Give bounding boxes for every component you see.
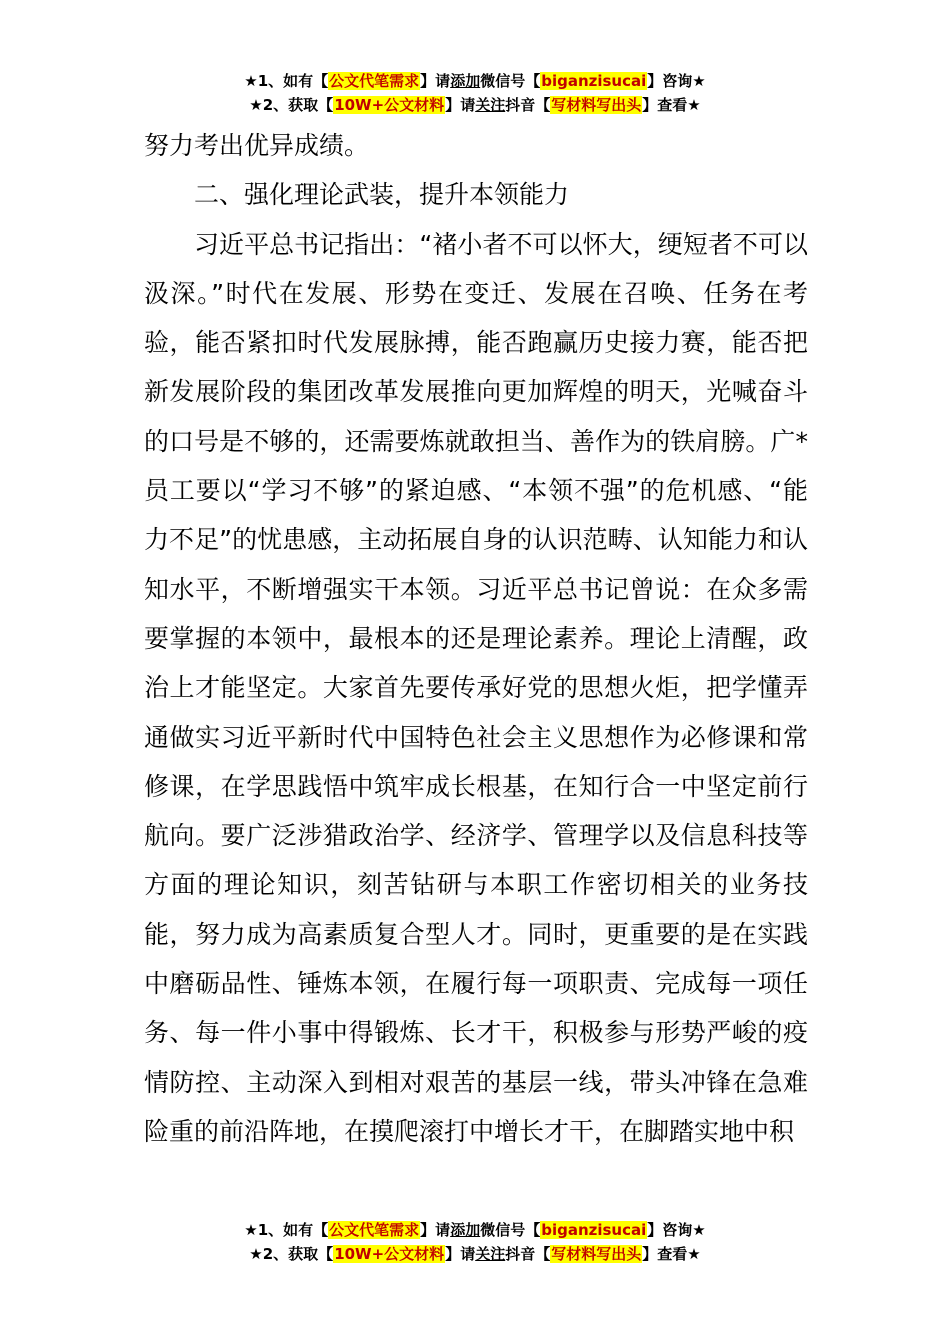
banner-text: 】咨询★	[647, 72, 706, 90]
banner-text: 】咨询★	[647, 1221, 706, 1239]
highlight-text: 公文代笔需求	[329, 72, 420, 90]
banner-line-1	[0, 1218, 950, 1242]
highlight-text: biganzisucai	[541, 72, 647, 90]
footer-banner	[0, 1218, 950, 1266]
underlined-text: 关注	[475, 1245, 506, 1263]
banner-text: ★2、获取【	[249, 1245, 334, 1263]
highlight-text: 写材料写出头	[551, 96, 642, 114]
underlined-text: 添加	[450, 72, 481, 90]
banner-text: 】请	[420, 72, 451, 90]
banner-line-2	[0, 93, 950, 117]
banner-text: 】查看★	[642, 1245, 701, 1263]
highlight-text: 公文代笔需求	[329, 1221, 420, 1239]
banner-text: ★1、如有【	[244, 72, 329, 90]
banner-text: 微信号【	[480, 72, 541, 90]
banner-text: 抖音【	[505, 1245, 551, 1263]
banner-text: ★2、获取【	[249, 96, 334, 114]
continuation-text: 努力考出优异成绩。	[144, 131, 370, 160]
underlined-text: 添加	[450, 1221, 481, 1239]
section-heading: 二、强化理论武装，提升本领能力	[194, 180, 570, 210]
underlined-text: 关注	[475, 96, 506, 114]
banner-text: 微信号【	[480, 1221, 541, 1239]
banner-text: 】请	[445, 96, 476, 114]
document-body	[144, 121, 808, 1156]
highlight-text: 10W+公文材料	[334, 1245, 445, 1263]
highlight-text: biganzisucai	[541, 1221, 647, 1239]
banner-text: ★1、如有【	[244, 1221, 329, 1239]
banner-line-2	[0, 1242, 950, 1266]
highlight-text: 写材料写出头	[551, 1245, 642, 1263]
banner-line-1	[0, 69, 950, 93]
highlight-text: 10W+公文材料	[334, 96, 445, 114]
banner-text: 】请	[445, 1245, 476, 1263]
banner-text: 】查看★	[642, 96, 701, 114]
banner-text: 抖音【	[505, 96, 551, 114]
header-banner	[0, 69, 950, 117]
banner-text: 】请	[420, 1221, 451, 1239]
body-paragraph: 习近平总书记指出：“褚小者不可以怀大，绠短者不可以汲深。”时代在发展、形势在变迁、发展在召唤、任务在考验，能否紧扣时代发展脉搏，能否跑赢历史接力赛，能否把新发展阶段的集团改革发展推向更加辉煌的明天，光喊奋斗的口号是不够的，还需要炼就敢担当、善作为的铁肩膀。广*员工要以“学习不够”的紧迫感、“本领不强”的危机感、“能力不足”的忧患感，主动拓展自身的认识范畴、认知能力和认知水平，不断增强实干本领。习近平总书记曾说：在众多需要掌握的本领中，最根本的还是理论素养。理论上清醒，政治上才能坚定。大家首先要传承好党的思想火炬，把学懂弄通做实习近平新时代中国特色社会主义思想作为必修课和常修课，在学思践悟中筑牢成长根基，在知行合一中坚定前行航向。要广泛涉猎政治学、经济学、管理学以及信息科技等方面的理论知识，刻苦钻研与本职工作密切相关的业务技能，努力成为高素质复合型人才。同时，更重要的是在实践中磨砺品性、锤炼本领，在履行每一项职责、完成每一项任务、每一件小事中得锻炼、长才干，积极参与形势严峻的疫情防控、主动深入到相对艰苦的基层一线，带头冲锋在急难险重的前沿阵地，在摸爬滚打中增长才干，在脚踏实地中积	[144, 229, 808, 1146]
